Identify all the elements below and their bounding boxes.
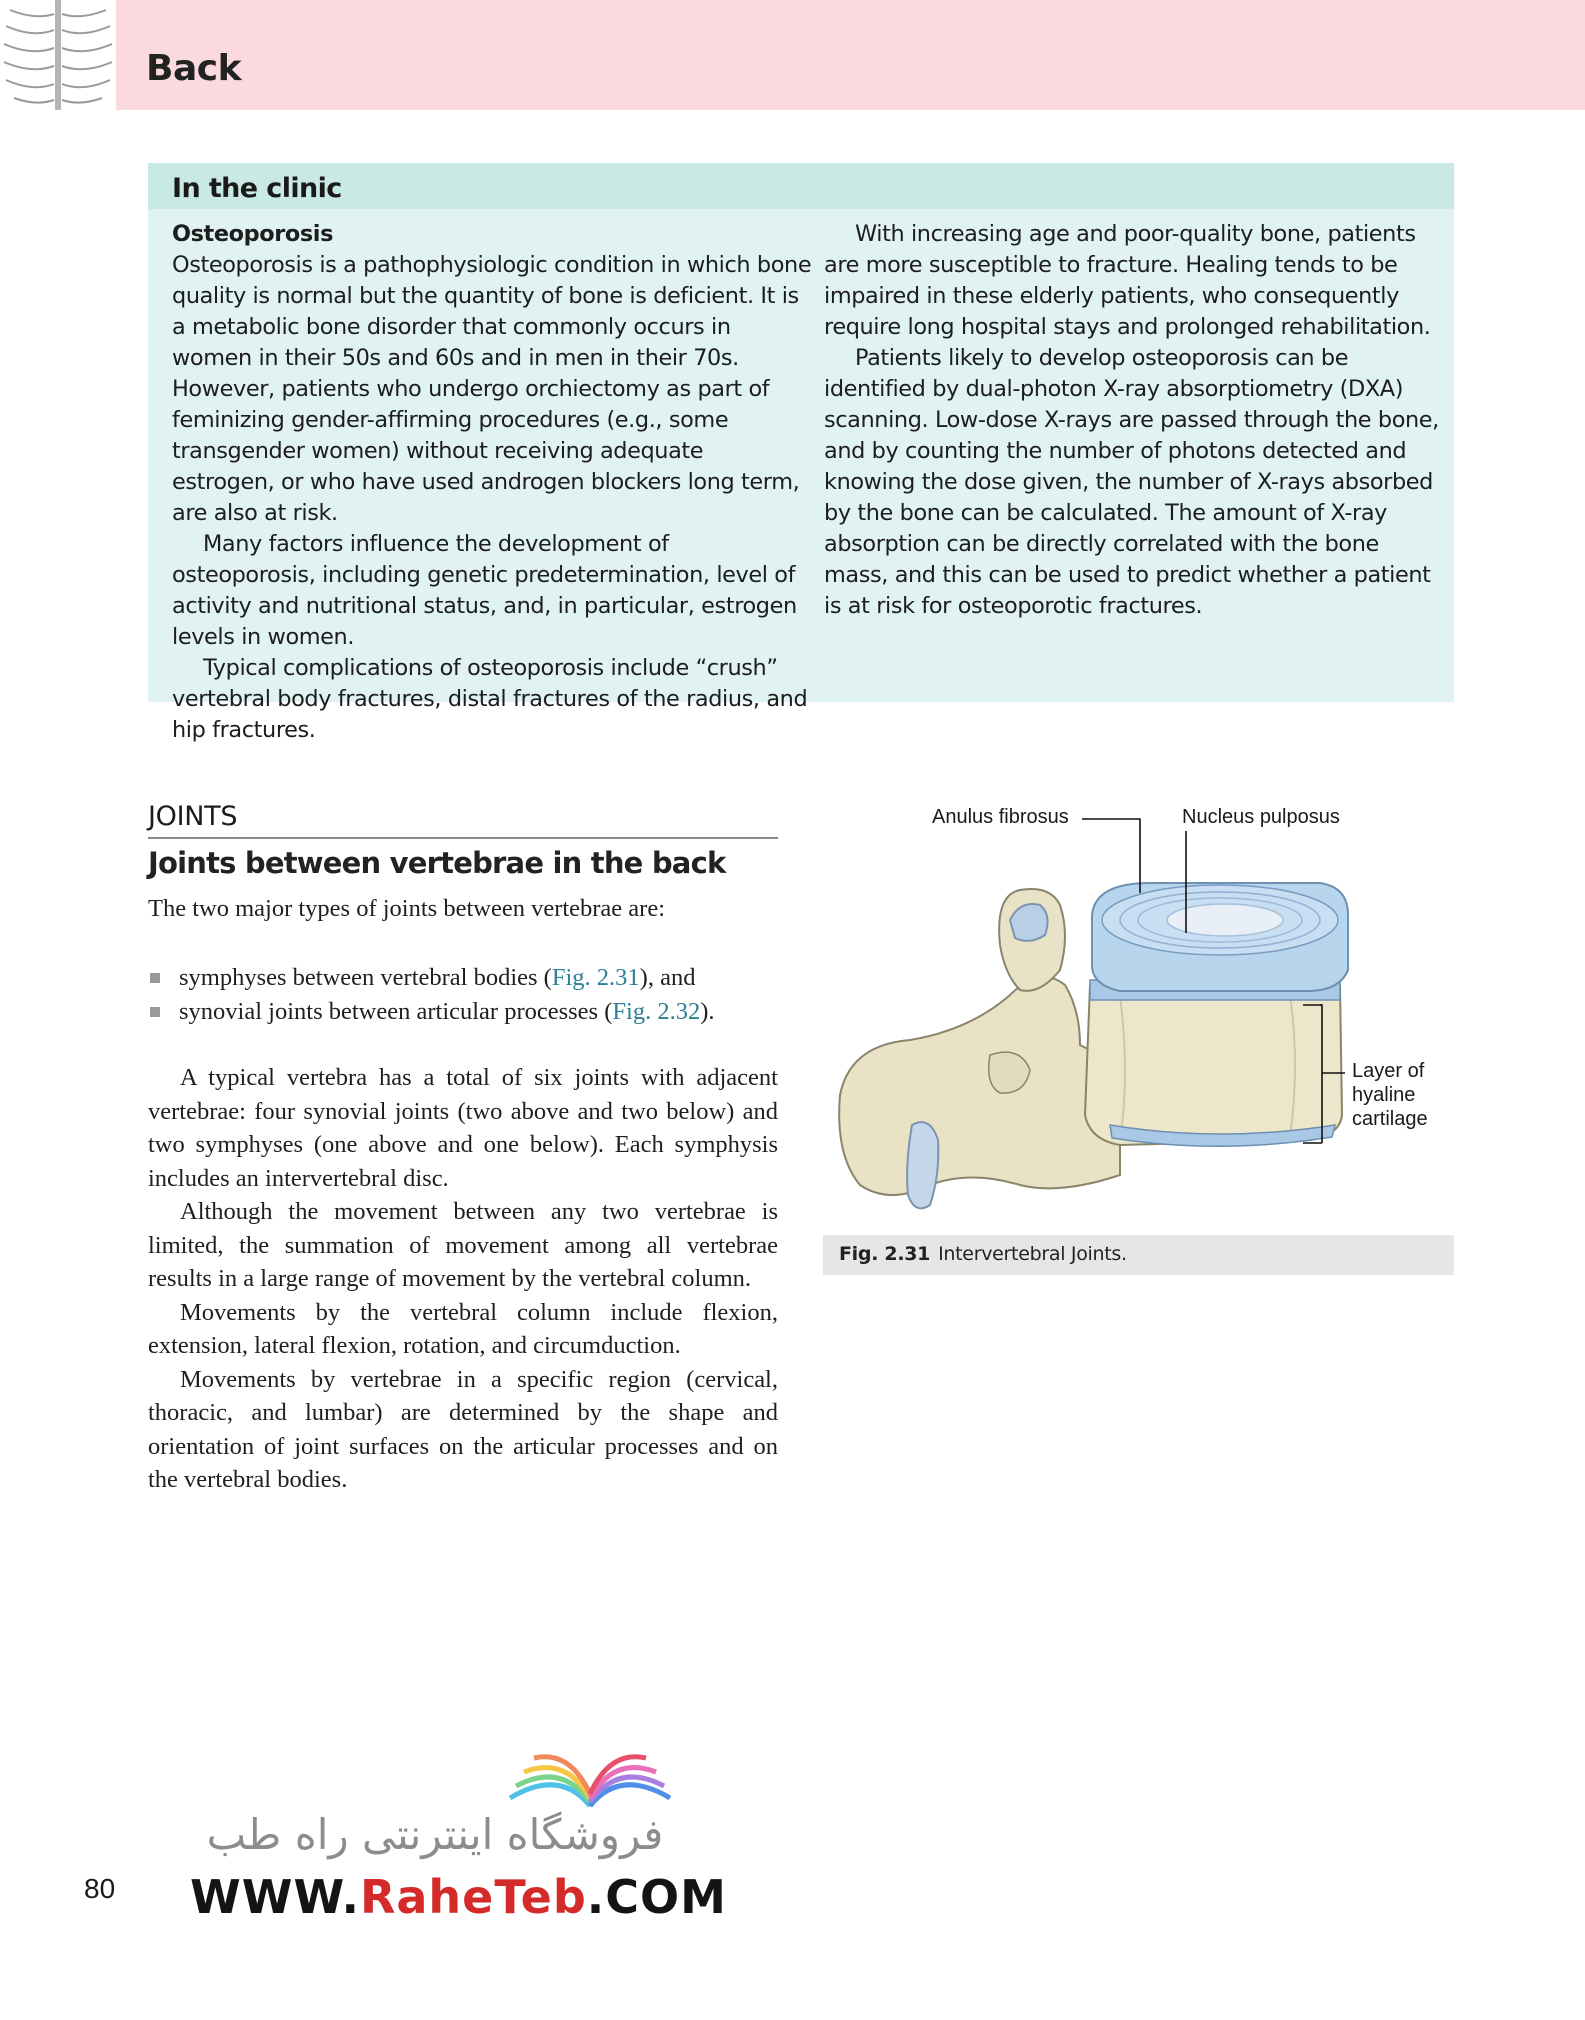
- intro-text: The two major types of joints between vertebrae are:: [148, 895, 666, 922]
- caption-title: Intervertebral Joints.: [938, 1243, 1127, 1265]
- section-subheading: Joints between vertebrae in the back: [148, 846, 726, 880]
- vertebra-illustration: [820, 795, 1460, 1235]
- watermark-url-part: .COM: [586, 1870, 727, 1924]
- section-heading: JOINTS: [148, 801, 238, 832]
- clinic-paragraph: With increasing age and poor-quality bone, patients are more susceptible to fracture. Healing tends to be impaired in these elderly patients, who consequently require long hospital stays and prolonged rehabilitation.: [824, 221, 1431, 340]
- watermark-url-brand: RaheTeb: [359, 1870, 587, 1924]
- clinic-right-column: [824, 219, 1439, 622]
- clinic-paragraph: Patients likely to develop osteoporosis can be identified by dual-photon X-ray absorptiometry (DXA) scanning. Low-dose X-rays are passed through the bone, and by counting the number of photons detected and knowing the dose given, the number of X-rays absorbed by the bone can be calculated. The amount of X-ray absorption can be directly correlated with the bone mass, and this can be used to predict whether a patient is at risk for osteoporotic fractures.: [824, 345, 1439, 619]
- clinic-heading: In the clinic: [172, 173, 342, 204]
- figure-link[interactable]: Fig. 2.32: [612, 997, 701, 1025]
- clinic-paragraph: Typical complications of osteoporosis include “crush” vertebral body fractures, distal fractures of the radius, and hip fractures.: [172, 655, 808, 743]
- list-item-text: symphyses between vertebral bodies (: [179, 964, 552, 991]
- label-hyaline-cartilage-2: hyaline: [1352, 1084, 1416, 1106]
- watermark-persian-text: فروشگاه اینترنتی راه طب: [206, 1810, 664, 1859]
- book-logo-icon: [500, 1728, 680, 1808]
- page-number: 80: [84, 1873, 116, 1904]
- spine-thumbnail-image: [0, 0, 116, 110]
- figure-caption: [823, 1235, 1454, 1275]
- body-paragraph: Movements by the vertebral column include flexion, extension, lateral flexion, rotation, and circumduction.: [148, 1298, 778, 1359]
- caption-number: Fig. 2.31: [839, 1243, 931, 1265]
- label-anulus-fibrosus: Anulus fibrosus: [932, 806, 1069, 828]
- chapter-title: Back: [146, 48, 242, 89]
- watermark-url: [190, 1870, 727, 1924]
- clinic-paragraph: Many factors influence the development of osteoporosis, including genetic predetermination, level of activity and nutritional status, and, in particular, estrogen levels in women.: [172, 531, 797, 650]
- list-item-text: synovial joints between articular processes (: [179, 997, 613, 1025]
- section-divider: [148, 837, 778, 839]
- caption-text: [839, 1243, 1127, 1265]
- list-item: [148, 961, 715, 995]
- header-band: [116, 0, 1585, 110]
- clinic-left-column: [172, 219, 812, 746]
- label-nucleus-pulposus: Nucleus pulposus: [1182, 806, 1340, 828]
- body-paragraph: A typical vertebra has a total of six joints with adjacent vertebrae: four synovial joints (two above and two below) and two symphyses (one above and one below). Each symphysis includes an intervertebral disc.: [148, 1064, 778, 1192]
- list-item-text: ).: [700, 997, 715, 1025]
- body-paragraph: Movements by vertebrae in a specific region (cervical, thoracic, and lumbar) are determined by the shape and orientation of joint surfaces on the articular processes and on the vertebral bodies.: [148, 1365, 778, 1493]
- list-item: [148, 995, 715, 1029]
- label-hyaline-cartilage-3: cartilage: [1352, 1108, 1428, 1130]
- clinic-paragraph: Osteoporosis is a pathophysiologic condition in which bone quality is normal but the quantity of bone is deficient. It is a metabolic bone disorder that commonly occurs in women in their 50s and 60s and in men in their 70s. However, patients who undergo orchiectomy as part of feminizing gender-affirming procedures (e.g., some transgender women) without receiving adequate estrogen, or who have used androgen blockers long term, are also at risk.: [172, 252, 812, 526]
- bullet-square-icon: [150, 973, 160, 983]
- joints-body-text: [148, 1061, 778, 1497]
- clinic-subheading: Osteoporosis: [172, 221, 333, 247]
- figure-link[interactable]: Fig. 2.31: [551, 964, 640, 991]
- bullet-square-icon: [150, 1007, 160, 1017]
- watermark-url-part: WWW.: [190, 1870, 360, 1924]
- body-paragraph: Although the movement between any two vertebrae is limited, the summation of movement among all vertebrae results in a large range of movement by the vertebral column.: [148, 1198, 778, 1292]
- intervertebral-joint-figure: [820, 795, 1460, 1275]
- page-header: [0, 0, 1585, 110]
- label-hyaline-cartilage-1: Layer of: [1352, 1060, 1425, 1082]
- clinic-box-header: [148, 163, 1454, 209]
- joint-types-list: [148, 961, 715, 1028]
- list-item-text: ), and: [639, 964, 696, 991]
- watermark: [170, 1730, 727, 1930]
- clinic-box: [148, 163, 1454, 743]
